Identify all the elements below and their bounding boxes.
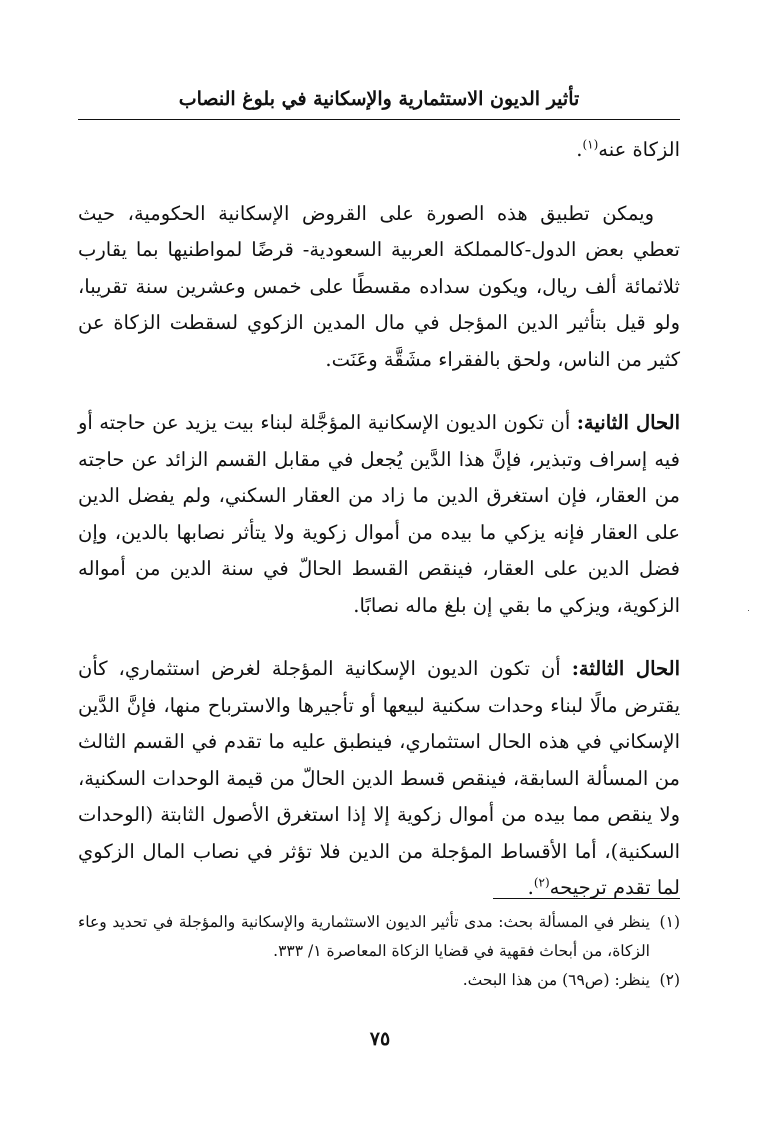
running-header: تأثير الديون الاستثمارية والإسكانية في بلوغ النصاب <box>178 88 580 110</box>
paragraph-4-end: . <box>527 876 534 899</box>
footnote-ref-1: (١) <box>582 137 599 152</box>
paragraph-4 <box>78 651 680 907</box>
paragraph-1-end: . <box>576 138 583 161</box>
paragraph-1-text: الزكاة عنه <box>598 138 680 161</box>
footnote-1-number: (١) <box>659 913 680 931</box>
paragraph-4-lead: الحال الثالثة: <box>571 657 680 680</box>
footnote-2-number: (٢) <box>659 971 680 989</box>
footnote-ref-2: (٢) <box>533 875 550 890</box>
scan-speck <box>748 610 749 611</box>
footnote-1-text: ينظر في المسألة بحث: مدى تأثير الديون الاستثمارية والإسكانية والمؤجلة في تحديد وعاء الزكاة، من أبحاث فقهية في قضايا الزكاة المعاصرة ١/ ٣٣٣. <box>78 913 650 960</box>
footnote-rule <box>493 898 680 899</box>
footnote-2 <box>78 966 680 995</box>
paragraph-3-text: أن تكون الديون الإسكانية المؤجَّلة لبناء بيت يزيد عن حاجته أو فيه إسراف وتبذير، فإنَّ هذا الدَّين يُجعل في مقابل القسم الزائد عن حاجته من العقار، فإن استغرق الدين ما زاد من العقار السكني، ولم يفضل الدين على العقار فإنه يزكي ما بيده من أموال زكوية ولا يتأثر نصابها بالدين، وإن فضل الدين على العقار، فينقص القسط الحالّ في سنة الدين من أمواله الزكوية، ويزكي ما بقي إن بلغ ماله نصابًا. <box>78 411 680 617</box>
footnote-1 <box>78 908 680 966</box>
header-rule <box>78 119 680 120</box>
paragraph-1 <box>78 132 680 169</box>
main-text <box>78 132 680 907</box>
paragraph-4-text: أن تكون الديون الإسكانية المؤجلة لغرض استثماري، كأن يقترض مالًا لبناء وحدات سكنية لبيعها أو تأجيرها والاسترباح منها، فإنَّ الدَّين الإسكاني في هذه الحال استثماري، فينطبق عليه ما تقدم في القسم الثالث من المسألة السابقة، فينقص قسط الدين الحالّ من قيمة الوحدات السكنية، ولا ينقص مما بيده من أموال زكوية إلا إذا استغرق الأصول الثابتة (الوحدات السكنية)، أما الأقساط المؤجلة من الدين فلا تؤثر في نصاب المال الزكوي لما تقدم ترجيحه <box>78 657 680 899</box>
paragraph-2: ويمكن تطبيق هذه الصورة على القروض الإسكانية الحكومية، حيث تعطي بعض الدول-كالمملكة العربية السعودية- قرضًا لمواطنيها بما يقارب ثلاثمائة ألف ريال، ويكون سداده مقسطًا على خمس وعشرين سنة تقريبا، ولو قيل بتأثير الدين المؤجل في مال المدين الزكوي لسقطت الزكاة عن كثير من الناس، ولحق بالفقراء مشَقَّة وعَنَت. <box>78 201 680 371</box>
paragraph-3 <box>78 405 680 624</box>
paragraph-3-lead: الحال الثانية: <box>576 411 680 434</box>
footnote-2-text: ينظر: (ص٦٩) من هذا البحث. <box>462 971 650 989</box>
footnotes <box>78 908 680 995</box>
page-number: ٧٥ <box>369 1028 391 1050</box>
